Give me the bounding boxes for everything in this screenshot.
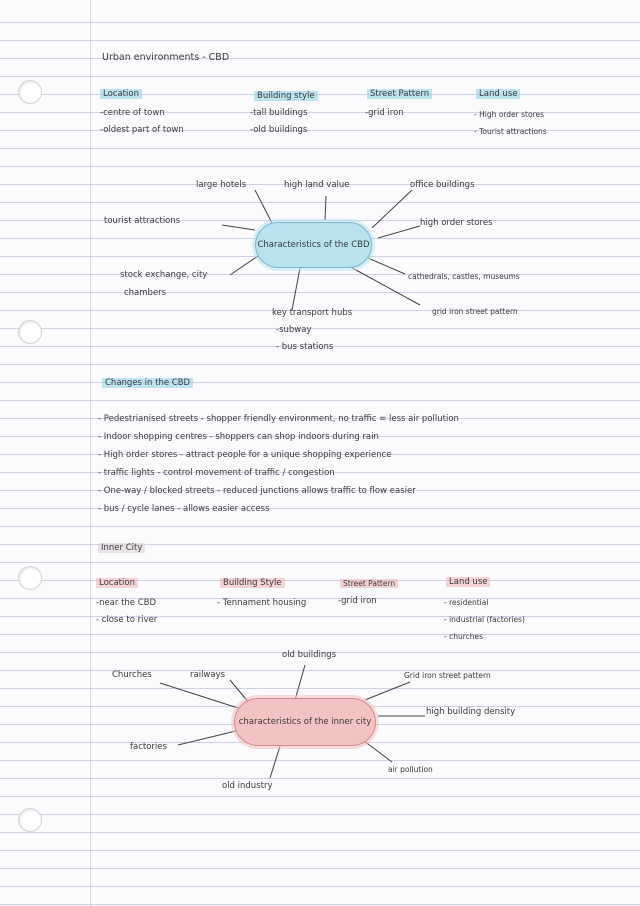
inner-branch: air pollution [388,765,433,774]
cbd-landuse-item: - High order stores [474,110,544,119]
inner-branch: railways [190,670,226,680]
changes-item: - traffic lights - control movement of traffic / congestion [98,468,335,478]
inner-location-item: - close to river [96,615,158,625]
inner-location-heading: Location [96,578,138,589]
inner-landuse-item: - churches [444,632,484,641]
changes-heading: Changes in the CBD [102,378,193,389]
page-title: Urban environments - CBD [102,52,230,63]
inner-landuse-item: - residential [444,598,489,607]
cbd-branch: cathedrals, castles, museums [408,272,520,281]
changes-item: - Indoor shopping centres - shoppers can shop indoors during rain [98,432,379,442]
cbd-branch: tourist attractions [104,216,181,226]
inner-building-heading: Building Style [220,578,285,589]
inner-branch: factories [130,742,167,752]
cbd-branch: -subway [276,325,312,335]
cbd-street-heading: Street Pattern [367,89,432,100]
cbd-branch: stock exchange, city [120,270,208,280]
changes-item: - High order stores - attract people for a unique shopping experience [98,450,392,460]
cbd-branch: chambers [124,288,167,298]
cbd-landuse-item: - Tourist attractions [474,127,547,136]
cbd-street-item: -grid iron [365,108,404,118]
cbd-branch: high land value [284,180,350,190]
cbd-branch: high order stores [420,218,493,228]
inner-branch: old buildings [282,650,337,660]
inner-branch: Churches [112,670,152,680]
cbd-location-item: -oldest part of town [100,125,184,135]
cbd-branch: key transport hubs [272,308,353,318]
inner-mindmap-center: characteristics of the inner city [234,698,376,746]
inner-building-item: - Tennament housing [217,598,307,608]
inner-landuse-item: - industrial (factories) [444,615,525,624]
cbd-landuse-heading: Land use [476,89,520,100]
inner-street-item: -grid iron [338,596,377,606]
cbd-building-item: -tall buildings [250,108,308,118]
changes-item: - One-way / blocked streets - reduced junctions allows traffic to flow easier [98,486,416,496]
inner-branch: Grid iron street pattern [404,671,491,680]
changes-item: - Pedestrianised streets - shopper friendly environment, no traffic = less air pollution [98,414,459,424]
inner-street-heading: Street Pattern [340,578,398,589]
cbd-building-item: -old buildings [250,125,308,135]
inner-branch: high building density [426,707,516,717]
cbd-location-item: -centre of town [100,108,165,118]
inner-location-item: -near the CBD [96,598,157,608]
cbd-branch: - bus stations [276,342,334,352]
cbd-branch: grid iron street pattern [432,307,518,316]
inner-branch: old industry [222,781,273,791]
cbd-branch: large hotels [196,180,247,190]
inner-city-heading: Inner City [98,543,145,554]
cbd-branch: office buildings [410,180,475,190]
cbd-mindmap-center: Characteristics of the CBD [255,222,372,268]
changes-item: - bus / cycle lanes - allows easier access [98,504,270,514]
cbd-building-heading: Building style [254,91,318,102]
cbd-location-heading: Location [100,89,142,100]
inner-landuse-heading: Land use [446,577,490,588]
